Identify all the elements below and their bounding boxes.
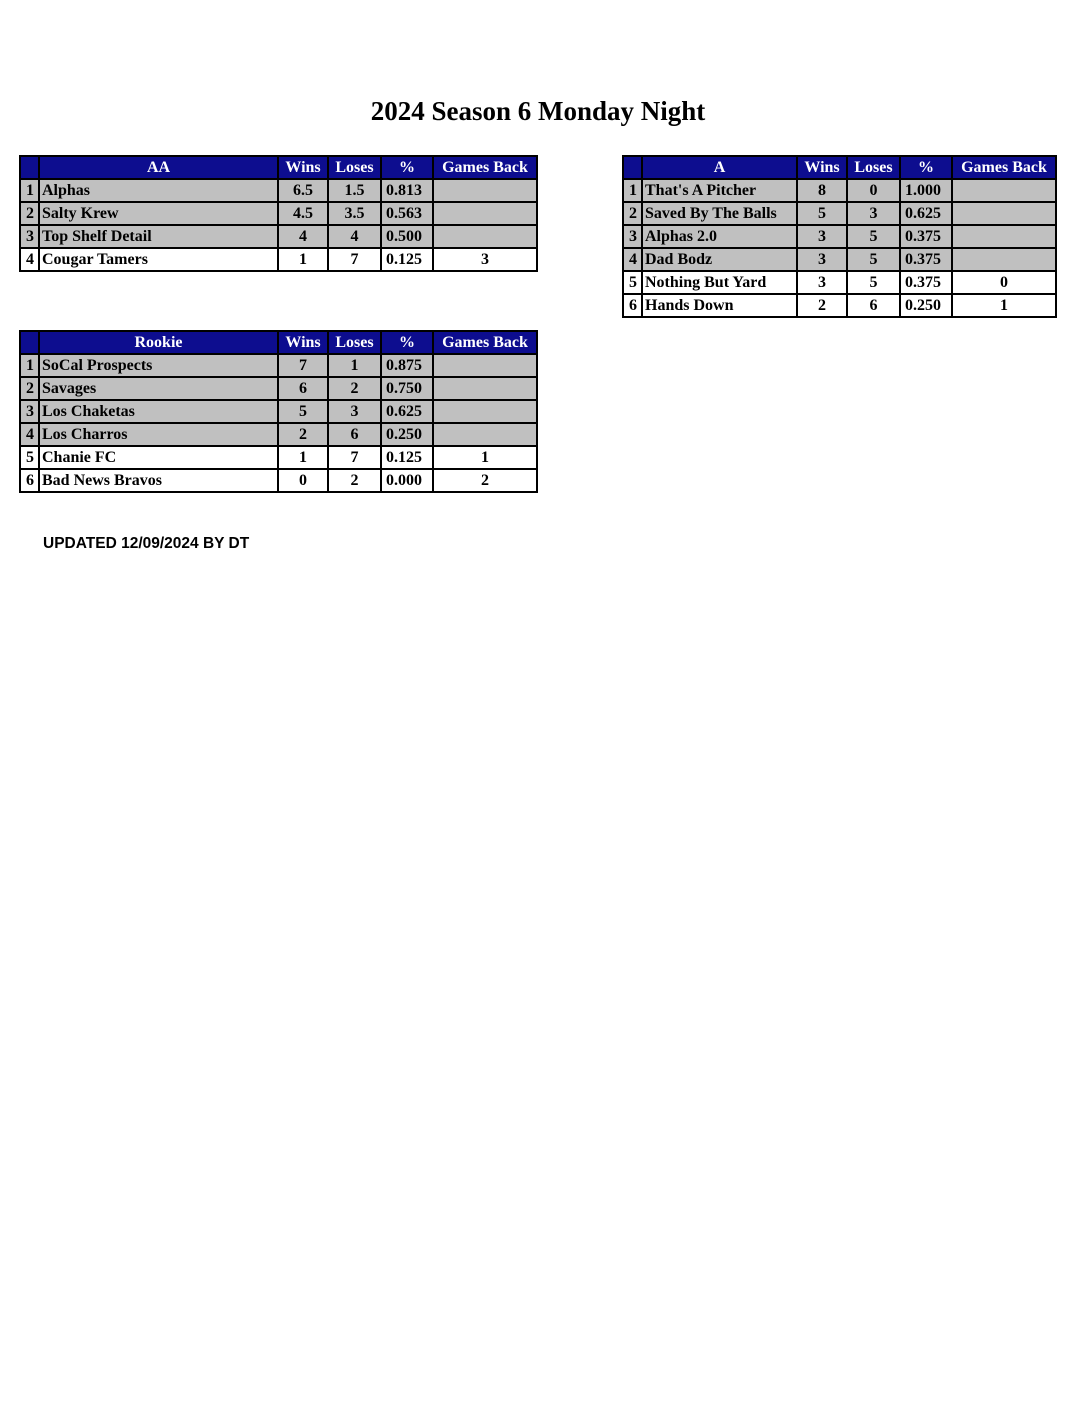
loses-cell: 3 (328, 400, 381, 423)
header-pct: % (381, 156, 433, 179)
table-row (623, 225, 1056, 248)
table-row (20, 469, 537, 492)
wins-cell: 6 (278, 377, 328, 400)
standings-table-aa (19, 155, 538, 272)
wins-cell: 7 (278, 354, 328, 377)
header-wins: Wins (797, 156, 847, 179)
wins-cell: 1 (278, 248, 328, 271)
rank-cell: 1 (20, 179, 39, 202)
header-pct: % (900, 156, 952, 179)
wins-cell: 4.5 (278, 202, 328, 225)
games-back-cell (433, 423, 537, 446)
table-row (20, 446, 537, 469)
wins-cell: 3 (797, 271, 847, 294)
rank-cell: 1 (20, 354, 39, 377)
header-rank (20, 331, 39, 354)
updated-note: UPDATED 12/09/2024 BY DT (43, 535, 250, 552)
pct-cell: 0.813 (381, 179, 433, 202)
table-row (20, 248, 537, 271)
table-row (623, 294, 1056, 317)
pct-cell: 0.375 (900, 248, 952, 271)
team-cell: SoCal Prospects (39, 354, 278, 377)
games-back-cell (433, 225, 537, 248)
page-title: 2024 Season 6 Monday Night (370, 96, 706, 126)
loses-cell: 5 (847, 248, 900, 271)
wins-cell: 0 (278, 469, 328, 492)
header-division: A (642, 156, 797, 179)
rank-cell: 4 (20, 423, 39, 446)
table-header-row (20, 331, 537, 354)
rank-cell: 2 (623, 202, 642, 225)
header-division: AA (39, 156, 278, 179)
loses-cell: 1 (328, 354, 381, 377)
table-row (20, 354, 537, 377)
loses-cell: 1.5 (328, 179, 381, 202)
games-back-cell: 1 (433, 446, 537, 469)
rank-cell: 2 (20, 202, 39, 225)
table-row (20, 202, 537, 225)
team-cell: Hands Down (642, 294, 797, 317)
team-cell: Savages (39, 377, 278, 400)
header-games-back: Games Back (433, 156, 537, 179)
header-games-back: Games Back (952, 156, 1056, 179)
pct-cell: 0.875 (381, 354, 433, 377)
wins-cell: 8 (797, 179, 847, 202)
loses-cell: 5 (847, 271, 900, 294)
pct-cell: 0.625 (900, 202, 952, 225)
table-row (20, 400, 537, 423)
loses-cell: 4 (328, 225, 381, 248)
wins-cell: 3 (797, 225, 847, 248)
wins-cell: 5 (278, 400, 328, 423)
rank-cell: 1 (623, 179, 642, 202)
loses-cell: 3.5 (328, 202, 381, 225)
wins-cell: 2 (278, 423, 328, 446)
rank-cell: 4 (623, 248, 642, 271)
loses-cell: 5 (847, 225, 900, 248)
team-cell: Saved By The Balls (642, 202, 797, 225)
games-back-cell (952, 202, 1056, 225)
wins-cell: 1 (278, 446, 328, 469)
rank-cell: 6 (623, 294, 642, 317)
loses-cell: 3 (847, 202, 900, 225)
table-row (623, 248, 1056, 271)
table-row (623, 202, 1056, 225)
games-back-cell (433, 179, 537, 202)
team-cell: Chanie FC (39, 446, 278, 469)
wins-cell: 5 (797, 202, 847, 225)
header-rank (623, 156, 642, 179)
games-back-cell (952, 179, 1056, 202)
rank-cell: 4 (20, 248, 39, 271)
rank-cell: 6 (20, 469, 39, 492)
pct-cell: 0.563 (381, 202, 433, 225)
header-rank (20, 156, 39, 179)
header-loses: Loses (328, 331, 381, 354)
games-back-cell (433, 377, 537, 400)
pct-cell: 1.000 (900, 179, 952, 202)
wins-cell: 3 (797, 248, 847, 271)
team-cell: Dad Bodz (642, 248, 797, 271)
team-cell: Los Charros (39, 423, 278, 446)
standings-table-rookie (19, 330, 538, 493)
team-cell: Alphas 2.0 (642, 225, 797, 248)
rank-cell: 3 (20, 225, 39, 248)
pct-cell: 0.125 (381, 248, 433, 271)
standings-table-a (622, 155, 1057, 318)
pct-cell: 0.375 (900, 225, 952, 248)
games-back-cell: 3 (433, 248, 537, 271)
table-row (20, 225, 537, 248)
wins-cell: 4 (278, 225, 328, 248)
loses-cell: 7 (328, 446, 381, 469)
pct-cell: 0.375 (900, 271, 952, 294)
header-wins: Wins (278, 156, 328, 179)
pct-cell: 0.750 (381, 377, 433, 400)
loses-cell: 6 (847, 294, 900, 317)
header-loses: Loses (328, 156, 381, 179)
loses-cell: 2 (328, 377, 381, 400)
table-row (623, 271, 1056, 294)
pct-cell: 0.250 (900, 294, 952, 317)
table-row (20, 377, 537, 400)
table-header-row (623, 156, 1056, 179)
team-cell: Bad News Bravos (39, 469, 278, 492)
loses-cell: 0 (847, 179, 900, 202)
loses-cell: 2 (328, 469, 381, 492)
team-cell: Alphas (39, 179, 278, 202)
rank-cell: 5 (20, 446, 39, 469)
pct-cell: 0.000 (381, 469, 433, 492)
wins-cell: 6.5 (278, 179, 328, 202)
rank-cell: 5 (623, 271, 642, 294)
team-cell: Los Chaketas (39, 400, 278, 423)
table-row (623, 179, 1056, 202)
games-back-cell (433, 400, 537, 423)
loses-cell: 7 (328, 248, 381, 271)
header-loses: Loses (847, 156, 900, 179)
games-back-cell (433, 202, 537, 225)
games-back-cell (433, 354, 537, 377)
games-back-cell: 0 (952, 271, 1056, 294)
rank-cell: 3 (20, 400, 39, 423)
games-back-cell (952, 225, 1056, 248)
team-cell: Salty Krew (39, 202, 278, 225)
games-back-cell: 1 (952, 294, 1056, 317)
games-back-cell (952, 248, 1056, 271)
team-cell: Nothing But Yard (642, 271, 797, 294)
header-games-back: Games Back (433, 331, 537, 354)
table-header-row (20, 156, 537, 179)
table-row (20, 179, 537, 202)
pct-cell: 0.250 (381, 423, 433, 446)
games-back-cell: 2 (433, 469, 537, 492)
header-pct: % (381, 331, 433, 354)
pct-cell: 0.625 (381, 400, 433, 423)
team-cell: Top Shelf Detail (39, 225, 278, 248)
header-division: Rookie (39, 331, 278, 354)
pct-cell: 0.125 (381, 446, 433, 469)
header-wins: Wins (278, 331, 328, 354)
team-cell: That's A Pitcher (642, 179, 797, 202)
pct-cell: 0.500 (381, 225, 433, 248)
table-row (20, 423, 537, 446)
rank-cell: 3 (623, 225, 642, 248)
rank-cell: 2 (20, 377, 39, 400)
team-cell: Cougar Tamers (39, 248, 278, 271)
wins-cell: 2 (797, 294, 847, 317)
loses-cell: 6 (328, 423, 381, 446)
